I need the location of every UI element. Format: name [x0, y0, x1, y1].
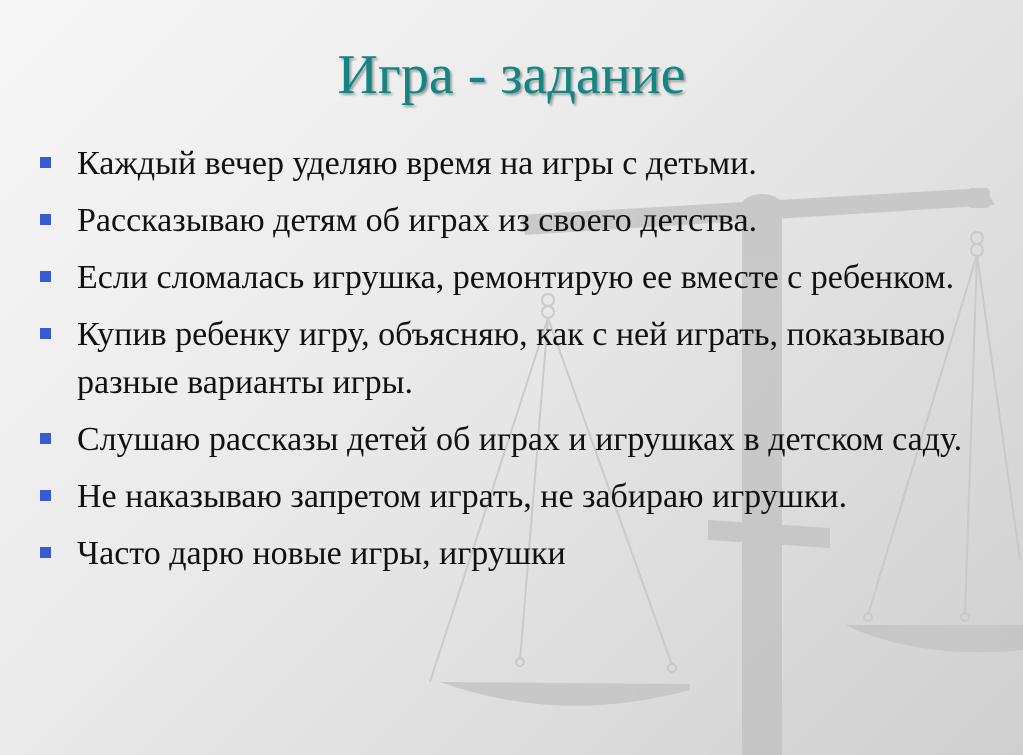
- square-bullet-icon: [40, 328, 51, 339]
- square-bullet-icon: [40, 214, 51, 225]
- bullet-text: Каждый вечер уделяю время на игры с детьми.: [77, 145, 757, 182]
- list-item: [40, 530, 970, 578]
- square-bullet-icon: [40, 433, 51, 444]
- square-bullet-icon: [40, 547, 51, 558]
- bullet-text: Если сломалась игрушка, ремонтирую ее вместе с ребенком.: [77, 259, 955, 296]
- list-item: [40, 473, 970, 521]
- list-item: [40, 254, 970, 302]
- bullet-text: Не наказываю запретом играть, не забираю игрушки.: [77, 478, 848, 515]
- slide-title: Игра - задание: [337, 44, 686, 106]
- bullet-text: Часто дарю новые игры, игрушки: [77, 535, 566, 572]
- bullet-list: [40, 140, 970, 587]
- square-bullet-icon: [40, 490, 51, 501]
- bullet-text: Купив ребенку игру, объясняю, как с ней играть, показываю разные варианты игры.: [77, 316, 946, 401]
- list-item: [40, 311, 970, 407]
- bullet-text: Рассказываю детям об играх из своего детства.: [77, 202, 758, 239]
- square-bullet-icon: [40, 157, 51, 168]
- bullet-text: Слушаю рассказы детей об играх и игрушках в детском саду.: [77, 421, 963, 458]
- list-item: [40, 140, 970, 188]
- list-item: [40, 197, 970, 245]
- square-bullet-icon: [40, 271, 51, 282]
- list-item: [40, 416, 970, 464]
